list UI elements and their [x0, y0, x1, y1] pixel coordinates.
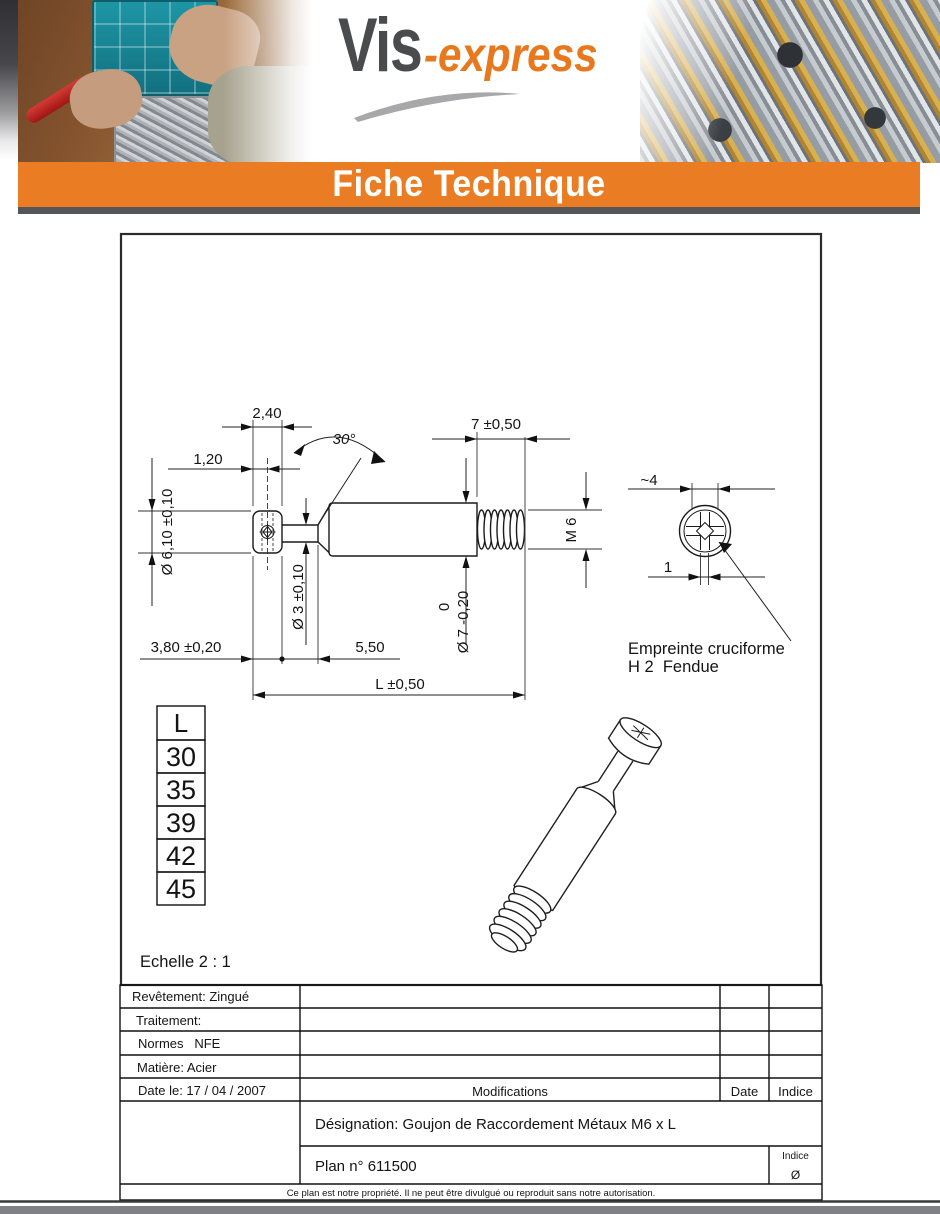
- dim-total-length: L ±0,50: [375, 676, 425, 693]
- indice-header: Indice: [778, 1084, 813, 1099]
- dim-chamfer-angle: 30°: [332, 431, 356, 448]
- dim-groove: 1,20: [193, 451, 223, 468]
- designation: Désignation: Goujon de Raccordement Métaux M6 x L: [315, 1116, 677, 1133]
- indice-value: Ø: [790, 1168, 801, 1182]
- dim-body-dia-upper-tol: 0: [436, 602, 453, 612]
- date-header: Date: [730, 1084, 759, 1099]
- dim-under-head: 3,80 ±0,20: [150, 639, 222, 656]
- length-table-header: L: [173, 708, 189, 738]
- dim-neck-dia: Ø 3 ±0,10: [290, 564, 307, 630]
- dim-head-dia: Ø 6,10 ±0,10: [159, 488, 176, 576]
- coating-label: Revêtement: Zingué: [132, 989, 250, 1004]
- length-value: 39: [165, 808, 197, 838]
- indice-label: Indice: [782, 1151, 809, 1162]
- plan-number: Plan n° 611500: [315, 1158, 417, 1175]
- cruciform-label-line1: Empreinte cruciforme: [628, 640, 785, 658]
- scale-label: Echelle 2 : 1: [140, 953, 231, 971]
- dim-recess-width: ~4: [640, 472, 658, 489]
- length-value: 30: [165, 742, 197, 772]
- dim-body-dia: Ø 7 -0,20: [455, 590, 472, 654]
- material-label: Matière: Acier: [137, 1060, 217, 1075]
- logo-express-text: -express: [423, 29, 598, 82]
- footer-note: Ce plan est notre propriété. Il ne peut être divulgué ou reproduit sans notre autorisation.: [286, 1188, 656, 1199]
- treatment-label: Traitement:: [136, 1013, 202, 1028]
- title-block: [120, 985, 822, 1200]
- length-value: 42: [165, 841, 197, 871]
- logo-vis-text: Vis: [338, 3, 422, 88]
- date-label: Date le: 17 / 04 / 2007: [138, 1083, 266, 1098]
- dim-cone-length: 5,50: [355, 639, 385, 656]
- length-value: 35: [165, 775, 197, 805]
- cruciform-label-line2: H 2 Fendue: [628, 658, 719, 676]
- dim-head-width: 2,40: [252, 405, 282, 422]
- standards-label: Normes NFE: [138, 1036, 221, 1051]
- length-value: 45: [165, 874, 197, 904]
- modifications-header: Modifications: [472, 1084, 548, 1099]
- thread-section: [478, 510, 525, 549]
- dim-thread-spec: M 6: [563, 517, 580, 543]
- dim-slot-width: 1: [663, 559, 673, 576]
- dim-thread-length: 7 ±0,50: [471, 416, 521, 433]
- bottom-gray-bar: [0, 1206, 940, 1214]
- page-title: Fiche Technique: [332, 163, 606, 205]
